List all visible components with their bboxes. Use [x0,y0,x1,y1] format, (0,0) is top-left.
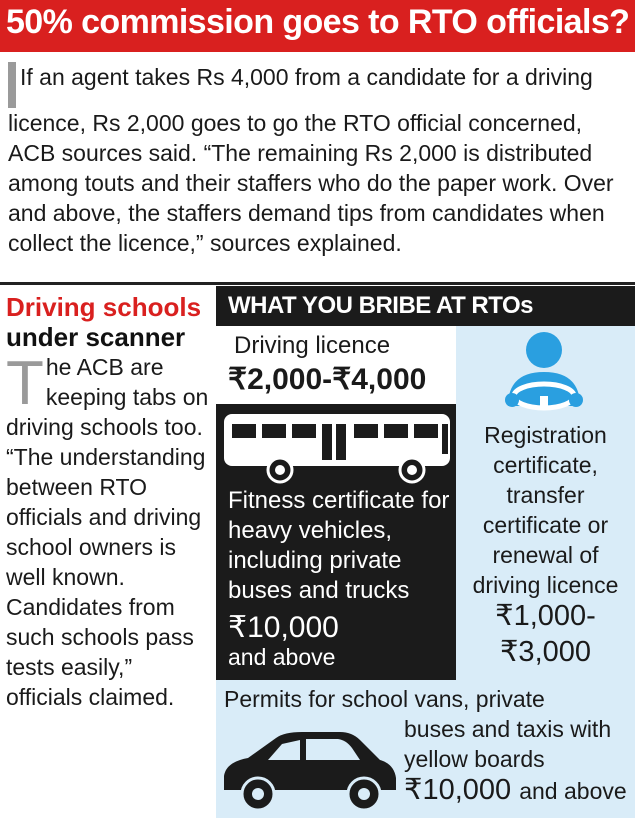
car-icon [218,724,398,814]
panel-title-bar [216,286,635,326]
sidebar-drop-cap: T [6,349,44,418]
permits-suffix: and above [519,778,627,804]
lead-paragraph [8,62,628,258]
permits-label-line2: buses and taxis with yellow boards [404,716,612,772]
fitness-label: Fitness certificate for heavy vehicles, including private buses and trucks [228,487,450,604]
section-divider [0,282,635,285]
registration-box [456,326,635,680]
bus-icon [222,410,454,484]
sidebar-heading-black: under scanner [6,322,186,352]
driving-licence-box [216,326,456,404]
driving-licence-amount: ₹2,000-₹4,000 [228,363,427,396]
permits-box [216,680,635,818]
headline: 50% commission goes to RTO officials? [6,3,630,41]
registration-amount-line1: ₹1,000- [495,600,596,632]
driving-licence-label: Driving licence [234,332,391,359]
driver-icon [494,330,594,414]
sidebar-body-text: he ACB are keeping tabs on driving schools too. “The understanding between RTO officials and driving school owners is well known. Candidates from such schools pass tests easily,” officials claimed. [6,354,209,710]
headline-banner [0,0,635,52]
lead-drop-cap [8,62,16,108]
panel-title: WHAT YOU BRIBE AT RTOs [228,292,534,319]
sidebar-body [6,349,211,712]
fitness-certificate-box [216,404,456,680]
permits-label-line1: Permits for school vans, private [224,686,545,712]
sidebar-story [6,292,211,712]
fitness-amount: ₹10,000 [228,611,339,644]
registration-amount [456,598,635,670]
sidebar-heading-red: Driving schools [6,292,202,322]
permits-amount-line [404,772,627,807]
registration-label: Registration certificate, transfer certificate or renewal of driving licence [472,422,619,598]
lead-text: f an agent takes Rs 4,000 from a candidate for a driving licence, Rs 2,000 goes to go the RTO official concerned, ACB sources said. “The remaining Rs 2,000 is distributed among touts and their staffers who do the paper work. Over and above, the staffers demand tips from candidates when collect the licence,” sources explained. [8,64,614,256]
permits-amount: ₹10,000 [404,774,512,806]
lead-first-letter: I [20,64,27,90]
fitness-suffix: and above [228,644,336,670]
registration-amount-line2: ₹3,000 [499,636,592,668]
